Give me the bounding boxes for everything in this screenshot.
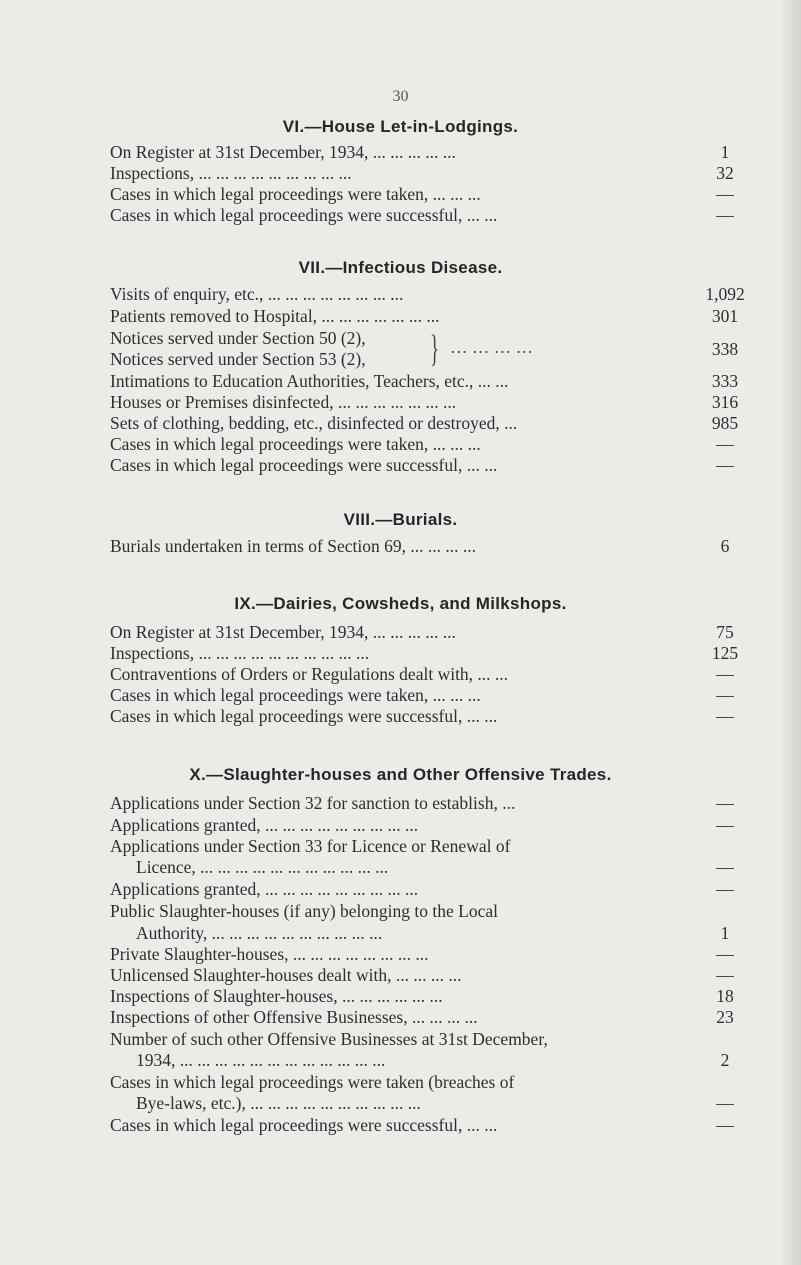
row-label: Cases in which legal proceedings were taken, ... ... ... xyxy=(110,184,481,204)
row-label: Authority, ... ... ... ... ... ... ... ... ... ... xyxy=(136,923,383,943)
row-value: — xyxy=(716,1093,734,1113)
row-label: Cases in which legal proceedings were taken (breaches of xyxy=(110,1072,515,1092)
row-label: Cases in which legal proceedings were successful, ... ... xyxy=(110,1115,498,1135)
row-label: Cases in which legal proceedings were successful, ... ... xyxy=(110,455,498,475)
row-value: 125 xyxy=(711,643,739,663)
row-value: — xyxy=(716,434,734,454)
row-value: 333 xyxy=(711,371,739,391)
x-row-applications-granted-2 xyxy=(110,878,750,900)
x-row-applications-33 xyxy=(110,835,750,857)
brace-symbol: } xyxy=(430,328,440,370)
row-value: — xyxy=(716,184,734,204)
x-row-proceedings-successful xyxy=(110,1114,750,1136)
row-label: Patients removed to Hospital, ... ... ... ... ... ... ... xyxy=(110,306,440,326)
row-label: On Register at 31st December, 1934, ... ... ... ... ... xyxy=(110,622,456,642)
row-label: Inspections of other Offensive Businesses, ... ... ... ... xyxy=(110,1007,478,1027)
row-label: Intimations to Education Authorities, Teachers, etc., ... ... xyxy=(110,371,509,391)
row-label: Private Slaughter-houses, ... ... ... ... ... ... ... ... xyxy=(110,944,429,964)
row-value: — xyxy=(716,455,734,475)
row-label: Houses or Premises disinfected, ... ... ... ... ... ... ... xyxy=(110,392,457,412)
row-value: — xyxy=(716,793,734,813)
x-row-licence xyxy=(110,856,750,878)
x-row-public-slaughter xyxy=(110,900,750,922)
row-label: Visits of enquiry, etc., ... ... ... ... ... ... ... ... xyxy=(110,284,404,304)
vi-row-register xyxy=(110,141,750,163)
x-row-authority xyxy=(110,922,750,944)
row-label: On Register at 31st December, 1934, ... ... ... ... ... xyxy=(110,142,456,162)
page-number: 30 xyxy=(392,88,409,105)
vi-row-proceedings-successful xyxy=(110,204,750,226)
page-edge-shadow xyxy=(783,0,801,1265)
row-label: Cases in which legal proceedings were successful, ... ... xyxy=(110,706,498,726)
row-label: Cases in which legal proceedings were taken, ... ... ... xyxy=(110,434,481,454)
row-value: — xyxy=(716,205,734,225)
x-row-private-slaughter xyxy=(110,943,750,965)
section-x-heading: X.—Slaughter-houses and Other Offensive Trades. xyxy=(189,765,612,784)
vii-row-proceedings-taken xyxy=(110,433,750,455)
row-value: 1 xyxy=(720,923,730,943)
row-label: Inspections of Slaughter-houses, ... ... ... ... ... ... xyxy=(110,986,443,1006)
x-row-proceedings-taken xyxy=(110,1071,750,1093)
vii-row-visits xyxy=(110,283,750,305)
row-value: — xyxy=(716,1115,734,1135)
ix-row-register xyxy=(110,621,750,643)
vii-notices-bracket-group xyxy=(110,327,750,371)
row-value: — xyxy=(716,706,734,726)
row-label: 1934, ... ... ... ... ... ... ... ... ... ... ... ... xyxy=(136,1050,386,1070)
row-value: — xyxy=(716,664,734,684)
row-label: Applications granted, ... ... ... ... ... ... ... ... ... xyxy=(110,815,419,835)
row-label: Notices served under Section 53 (2), xyxy=(110,349,366,369)
bracketed-value: 338 xyxy=(711,339,739,359)
row-label: Bye-laws, etc.), ... ... ... ... ... ... ... ... ... ... xyxy=(136,1093,421,1113)
row-label: Applications granted, ... ... ... ... ... ... ... ... ... xyxy=(110,879,419,899)
vi-row-proceedings-taken xyxy=(110,183,750,205)
vi-row-inspections xyxy=(110,162,750,184)
ix-row-proceedings-taken xyxy=(110,684,750,706)
row-value: 1,092 xyxy=(705,284,745,304)
row-label: Inspections, ... ... ... ... ... ... ... ... ... ... xyxy=(110,643,370,663)
row-value: 6 xyxy=(720,536,730,556)
row-value: 316 xyxy=(711,392,739,412)
row-label: Unlicensed Slaughter-houses dealt with, ... ... ... ... xyxy=(110,965,462,985)
ix-row-inspections xyxy=(110,642,750,664)
vii-row-patients-removed xyxy=(110,305,750,327)
section-viii-heading: VIII.—Burials. xyxy=(343,510,458,529)
x-row-inspections-offensive xyxy=(110,1006,750,1028)
row-value: 1 xyxy=(720,142,730,162)
row-value: 301 xyxy=(711,306,739,326)
vii-row-proceedings-successful xyxy=(110,454,750,476)
row-value: 23 xyxy=(716,1007,734,1027)
row-value: — xyxy=(716,944,734,964)
ix-row-contraventions xyxy=(110,663,750,685)
leader-dots: ··· ··· ··· ··· xyxy=(450,342,534,362)
row-label: Sets of clothing, bedding, etc., disinfected or destroyed, ... xyxy=(110,413,518,433)
section-vi-heading: VI.—House Let-in-Lodgings. xyxy=(282,117,519,136)
row-label: Contraventions of Orders or Regulations dealt with, ... ... xyxy=(110,664,509,684)
x-row-1934 xyxy=(110,1049,750,1071)
row-value: — xyxy=(716,857,734,877)
section-vii-heading: VII.—Infectious Disease. xyxy=(298,258,503,277)
row-value: — xyxy=(716,685,734,705)
row-value: 985 xyxy=(711,413,739,433)
row-label: Inspections, ... ... ... ... ... ... ... ... ... xyxy=(110,163,352,183)
ix-row-proceedings-successful xyxy=(110,705,750,727)
viii-row-burials xyxy=(110,535,750,557)
row-label: Licence, ... ... ... ... ... ... ... ... ... ... ... xyxy=(136,857,389,877)
x-row-bye-laws xyxy=(110,1092,750,1114)
section-ix-heading: IX.—Dairies, Cowsheds, and Milkshops. xyxy=(234,594,567,613)
row-label: Applications under Section 32 for sanction to establish, ... xyxy=(110,793,516,813)
row-label: Cases in which legal proceedings were successful, ... ... xyxy=(110,205,498,225)
row-value: 2 xyxy=(720,1050,730,1070)
x-row-unlicensed xyxy=(110,964,750,986)
row-label: Number of such other Offensive Businesses at 31st December, xyxy=(110,1029,548,1049)
row-value: 75 xyxy=(716,622,734,642)
row-label: Applications under Section 33 for Licence or Renewal of xyxy=(110,836,511,856)
row-value: 18 xyxy=(716,986,734,1006)
vii-row-intimations xyxy=(110,370,750,392)
vii-row-clothing xyxy=(110,412,750,434)
vii-row-houses-disinfected xyxy=(110,391,750,413)
x-row-inspections-slaughter xyxy=(110,985,750,1007)
row-label: Burials undertaken in terms of Section 69, ... ... ... ... xyxy=(110,536,476,556)
x-row-applications-32 xyxy=(110,792,750,814)
x-row-applications-granted-1 xyxy=(110,814,750,836)
row-label: Cases in which legal proceedings were taken, ... ... ... xyxy=(110,685,481,705)
row-value: 32 xyxy=(716,163,734,183)
row-value: — xyxy=(716,965,734,985)
x-row-number-offensive xyxy=(110,1028,750,1050)
row-value: — xyxy=(716,815,734,835)
row-value: — xyxy=(716,879,734,899)
row-label: Notices served under Section 50 (2), xyxy=(110,328,366,348)
row-label: Public Slaughter-houses (if any) belonging to the Local xyxy=(110,901,498,921)
